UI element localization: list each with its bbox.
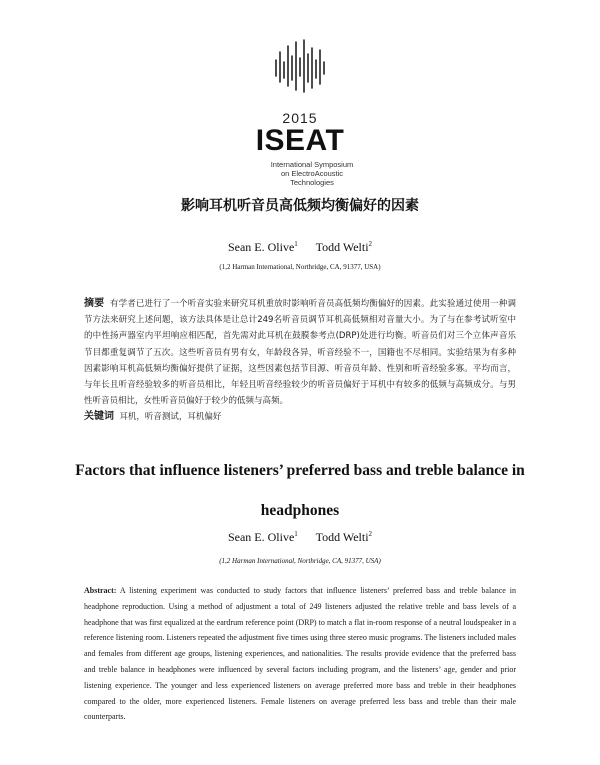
english-affiliation: (1,2 Harman International, Northridge, CA, 91377, USA) — [219, 557, 381, 565]
keywords-label: 关键词 — [84, 411, 114, 423]
keywords-text: 耳机，听音测试，耳机偏好 — [119, 412, 222, 423]
author-superscript: 2 — [368, 240, 373, 248]
logo-subtitle-line: on ElectroAcoustic — [280, 169, 344, 178]
sound-bars-icon — [268, 38, 332, 96]
author-name: Sean E. Olive — [227, 240, 295, 254]
logo-subtitle-line: International Symposium — [270, 160, 354, 169]
abstract-text: A listening experiment was conducted to study factors that influence listeners’ preferred bass and treble balance in headphone reproduction. Using a method of adjustment a total of 249 listeners adjusted the relative treble and bass levels of a headphone that was first equalized at the eardrum reference point (DRP) to match a flat in-room response of a neutral loudspeaker in a reference listening room. Listeners repeated the adjustment five times using three stereo music programs. The listeners included males and females from different age groups, listening experiences, and nationalities. The results provide evidence that the preferred bass and treble balance in headphones were influenced by several factors including program, and the listeners’ age, gender and prior listening experience. The younger and less experienced listeners on average preferred more bass and treble in their headphones compared to the older, more experienced listeners. Female listeners on average preferred less bass and treble than their male counterparts. — [84, 586, 516, 722]
english-authors — [0, 530, 600, 545]
abstract-text: 有学者已进行了一个听音实验来研究耳机重放时影响听音员高低频均衡偏好的因素。此实验通过使用一种调节方法来研究上述问题，该方法具体是让总计249名听音员调节耳机高低频相对音量大小。为了与在参考试听室中的中性扬声器室内平坦响应相匹配，首先需对此耳机在鼓膜参考点(DRP)处进行均衡。听音员们对三个立体声音乐节目都重复调节了五次。这些听音员有男有女，年龄段各异，听音经验不一，国籍也不尽相同。实验结果为有多种因素影响耳机高低频均衡偏好提供了证据，这些因素包括节目源、听音员年龄、性别和听音经验多寡。平均而言，与年长且听音经验较多的听音员相比，年轻且听音经验较少的听音员偏好于耳机中有较多的低频与高频成分。与男性听音员相比，女性听音员偏好于较少的低频与高频。 — [84, 299, 517, 407]
english-title-line: headphones — [260, 502, 340, 519]
abstract-label: Abstract: — [84, 586, 117, 595]
english-abstract — [84, 583, 516, 725]
english-title — [60, 455, 540, 527]
author-name: Todd Welti — [315, 530, 369, 544]
logo-subtitle-line: Technologies — [290, 178, 334, 187]
author-superscript: 2 — [368, 530, 373, 538]
iseat-logo — [0, 38, 600, 187]
author-superscript: 1 — [294, 530, 298, 538]
logo-year: 2015 — [282, 110, 318, 126]
logo-name: ISEAT — [255, 124, 345, 157]
abstract-label: 摘要 — [84, 298, 105, 309]
author-superscript: 1 — [294, 240, 298, 248]
author-name: Todd Welti — [315, 240, 369, 254]
chinese-authors — [0, 240, 600, 255]
english-title-line: Factors that influence listeners’ preferred bass and treble balance in — [75, 462, 525, 479]
author-name: Sean E. Olive — [227, 530, 295, 544]
chinese-affiliation: (1,2 Harman International, Northridge, CA, 91377, USA) — [219, 263, 381, 271]
logo-subtitle — [0, 160, 600, 187]
chinese-abstract — [84, 296, 516, 426]
chinese-title: 影响耳机听音员高低频均衡偏好的因素 — [181, 198, 419, 214]
